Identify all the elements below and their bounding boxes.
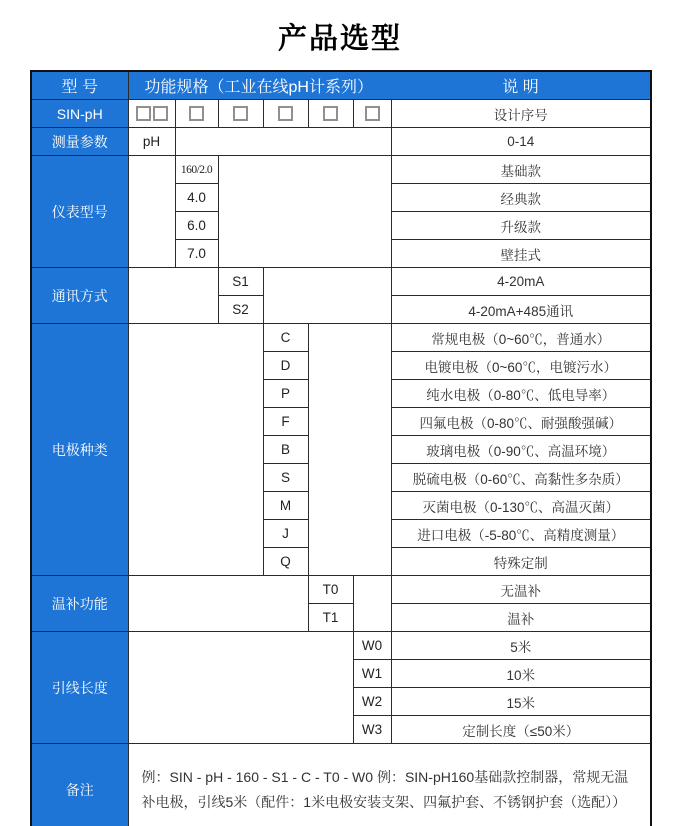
code-cell: D xyxy=(263,352,308,380)
table-row xyxy=(31,156,651,184)
design-code-cell xyxy=(175,100,218,128)
desc-cell: 设计序号 xyxy=(391,100,651,128)
empty-cell xyxy=(263,268,391,324)
code-cell: M xyxy=(263,492,308,520)
desc-cell: 经典款 xyxy=(391,184,651,212)
desc-cell: 玻璃电极（0-90℃、高温环境） xyxy=(391,436,651,464)
table-row xyxy=(31,632,651,660)
row-label-parameter: 测量参数 xyxy=(31,128,128,156)
code-cell: W0 xyxy=(353,632,391,660)
desc-cell: 15米 xyxy=(391,688,651,716)
empty-cell xyxy=(128,576,308,632)
table-row xyxy=(31,576,651,604)
row-label-model: SIN-pH xyxy=(31,100,128,128)
placeholder-box-icon xyxy=(136,106,151,121)
placeholder-box-icon xyxy=(233,106,248,121)
placeholder-box-icon xyxy=(189,106,204,121)
empty-cell xyxy=(128,632,353,744)
desc-cell: 4-20mA+485通讯 xyxy=(391,296,651,324)
empty-cell xyxy=(128,156,175,268)
table-header-row xyxy=(31,71,651,100)
code-cell: 6.0 xyxy=(175,212,218,240)
table-row xyxy=(31,100,651,128)
page-title: 产品选型 xyxy=(277,23,402,55)
desc-cell: 0-14 xyxy=(391,128,651,156)
code-cell: F xyxy=(263,408,308,436)
code-cell: J xyxy=(263,520,308,548)
desc-cell: 进口电极（-5-80℃、高精度测量） xyxy=(391,520,651,548)
row-label-note: 备注 xyxy=(31,744,128,826)
desc-cell: 脱硫电极（0-60℃、高黏性多杂质） xyxy=(391,464,651,492)
code-cell: 4.0 xyxy=(175,184,218,212)
table-row xyxy=(31,128,651,156)
design-code-cell xyxy=(218,100,263,128)
code-cell: S1 xyxy=(218,268,263,296)
empty-cell xyxy=(128,268,218,324)
desc-cell: 基础款 xyxy=(391,156,651,184)
table-row xyxy=(31,744,651,826)
code-cell: S xyxy=(263,464,308,492)
code-cell: W3 xyxy=(353,716,391,744)
header-spec: 功能规格（工业在线pH计系列） xyxy=(128,71,391,100)
design-code-cell xyxy=(308,100,353,128)
desc-cell: 灭菌电极（0-130℃、高温灭菌） xyxy=(391,492,651,520)
row-label-electrode-type: 电极种类 xyxy=(31,324,128,576)
note-text: 例：SIN - pH - 160 - S1 - C - T0 - W0 例：SIN-pH160基础款控制器，常规无温补电极，引线5米（配件：1米电极安装支架、四氟护套、不锈钢护套（选配）） xyxy=(128,744,651,826)
code-cell: T0 xyxy=(308,576,353,604)
desc-cell: 特殊定制 xyxy=(391,548,651,576)
code-cell: S2 xyxy=(218,296,263,324)
desc-cell: 5米 xyxy=(391,632,651,660)
desc-cell: 无温补 xyxy=(391,576,651,604)
placeholder-box-icon xyxy=(153,106,168,121)
desc-cell: 升级款 xyxy=(391,212,651,240)
code-cell: W1 xyxy=(353,660,391,688)
desc-cell: 温补 xyxy=(391,604,651,632)
header-desc: 说 明 xyxy=(391,71,651,100)
code-cell: 7.0 xyxy=(175,240,218,268)
table-row xyxy=(31,268,651,296)
desc-cell: 四氟电极（0-80℃、耐强酸强碱） xyxy=(391,408,651,436)
desc-cell: 常规电极（0~60℃，普通水） xyxy=(391,324,651,352)
placeholder-box-icon xyxy=(323,106,338,121)
empty-cell xyxy=(218,156,391,268)
desc-cell: 4-20mA xyxy=(391,268,651,296)
code-cell: T1 xyxy=(308,604,353,632)
table-row xyxy=(31,324,651,352)
desc-cell: 10米 xyxy=(391,660,651,688)
code-cell: Q xyxy=(263,548,308,576)
code-cell: B xyxy=(263,436,308,464)
empty-cell xyxy=(308,324,391,576)
desc-cell: 壁挂式 xyxy=(391,240,651,268)
design-code-cell xyxy=(128,100,175,128)
product-selection-table xyxy=(30,70,652,826)
design-code-cell xyxy=(353,100,391,128)
code-cell: pH xyxy=(128,128,175,156)
design-code-cell xyxy=(263,100,308,128)
empty-cell xyxy=(353,576,391,632)
code-cell: P xyxy=(263,380,308,408)
row-label-communication: 通讯方式 xyxy=(31,268,128,324)
header-model: 型 号 xyxy=(31,71,128,100)
code-cell: C xyxy=(263,324,308,352)
placeholder-box-icon xyxy=(278,106,293,121)
desc-cell: 定制长度（≤50米） xyxy=(391,716,651,744)
empty-cell xyxy=(175,128,391,156)
desc-cell: 纯水电极（0-80℃、低电导率） xyxy=(391,380,651,408)
row-label-meter-model: 仪表型号 xyxy=(31,156,128,268)
placeholder-box-icon xyxy=(365,106,380,121)
code-cell: W2 xyxy=(353,688,391,716)
row-label-wire-length: 引线长度 xyxy=(31,632,128,744)
row-label-temp-compensation: 温补功能 xyxy=(31,576,128,632)
code-cell: 160/2.0 xyxy=(175,156,218,184)
empty-cell xyxy=(128,324,263,576)
desc-cell: 电镀电极（0~60℃，电镀污水） xyxy=(391,352,651,380)
